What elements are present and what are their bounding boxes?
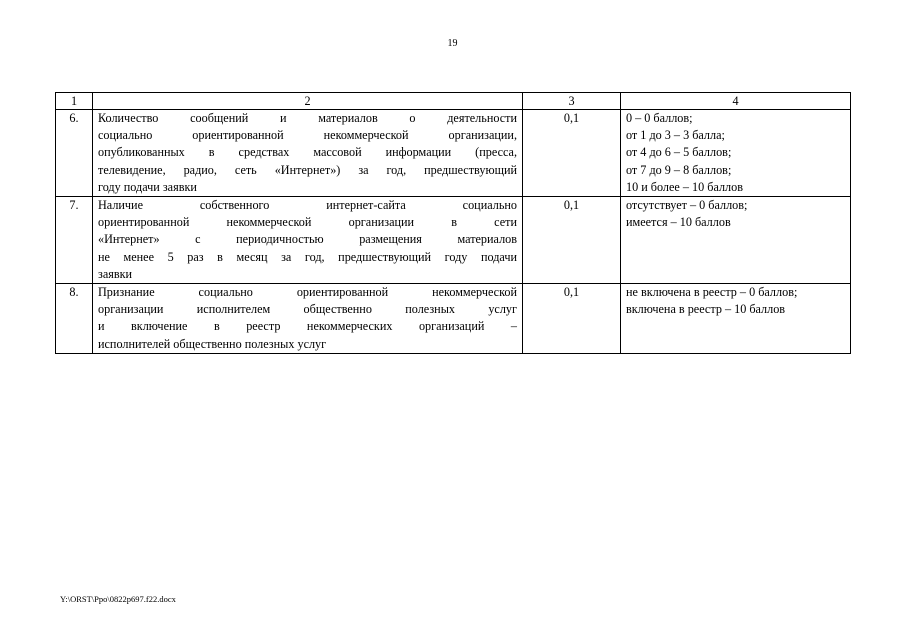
score-line: 10 и более – 10 баллов <box>626 179 743 194</box>
criterion-description <box>93 284 523 354</box>
description-line: заявки <box>98 266 133 281</box>
score-line: от 1 до 3 – 3 балла; <box>626 128 725 143</box>
footer-file-path: Y:\ORST\Ppo\0822p697.f22.docx <box>60 594 176 604</box>
criterion-scores <box>621 197 851 284</box>
description-line: году подачи заявки <box>98 179 197 194</box>
criterion-description <box>93 197 523 284</box>
score-line: включена в реестр – 10 баллов <box>626 302 786 317</box>
row-number: 8. <box>56 284 93 354</box>
description-line: телевидение, радио, сеть «Интернет») за год, предшествующий <box>98 162 517 177</box>
score-line: 0 – 0 баллов; <box>626 111 693 125</box>
header-col-2: 2 <box>93 93 523 110</box>
description-line: и включение в реестр некоммерческих организаций – <box>98 319 517 334</box>
criteria-table <box>55 92 851 354</box>
score-line: не включена в реестр – 0 баллов; <box>626 285 798 300</box>
header-col-1: 1 <box>56 93 93 110</box>
description-line: исполнителей общественно полезных услуг <box>98 336 327 351</box>
description-line: социально ориентированной некоммерческой организации, <box>98 128 517 143</box>
page-number: 19 <box>447 38 458 49</box>
criterion-weight: 0,1 <box>523 110 621 197</box>
description-line: не менее 5 раз в месяц за год, предшествующий году подачи <box>98 249 517 264</box>
description-line: Признание социально ориентированной некоммерческой <box>98 285 517 300</box>
table-row <box>56 110 851 197</box>
criterion-scores <box>621 284 851 354</box>
score-line: имеется – 10 баллов <box>626 215 731 230</box>
score-line: от 7 до 9 – 8 баллов; <box>626 162 732 177</box>
description-line: ориентированной некоммерческой организации в сети <box>98 215 517 230</box>
header-col-3: 3 <box>523 93 621 110</box>
table-row <box>56 197 851 284</box>
header-col-4: 4 <box>621 93 851 110</box>
description-line: Количество сообщений и материалов о деятельности <box>98 111 517 125</box>
criterion-description <box>93 110 523 197</box>
criterion-scores <box>621 110 851 197</box>
row-number: 7. <box>56 197 93 284</box>
criterion-weight: 0,1 <box>523 197 621 284</box>
table-row <box>56 284 851 354</box>
criterion-weight: 0,1 <box>523 284 621 354</box>
description-line: Наличие собственного интернет-сайта социально <box>98 198 517 213</box>
row-number: 6. <box>56 110 93 197</box>
table-header-row <box>56 93 851 110</box>
description-line: «Интернет» с периодичностью размещения материалов <box>98 232 517 247</box>
description-line: организации исполнителем общественно полезных услуг <box>98 302 517 317</box>
score-line: отсутствует – 0 баллов; <box>626 198 748 213</box>
score-line: от 4 до 6 – 5 баллов; <box>626 145 732 160</box>
description-line: опубликованных в средствах массовой информации (пресса, <box>98 145 517 160</box>
